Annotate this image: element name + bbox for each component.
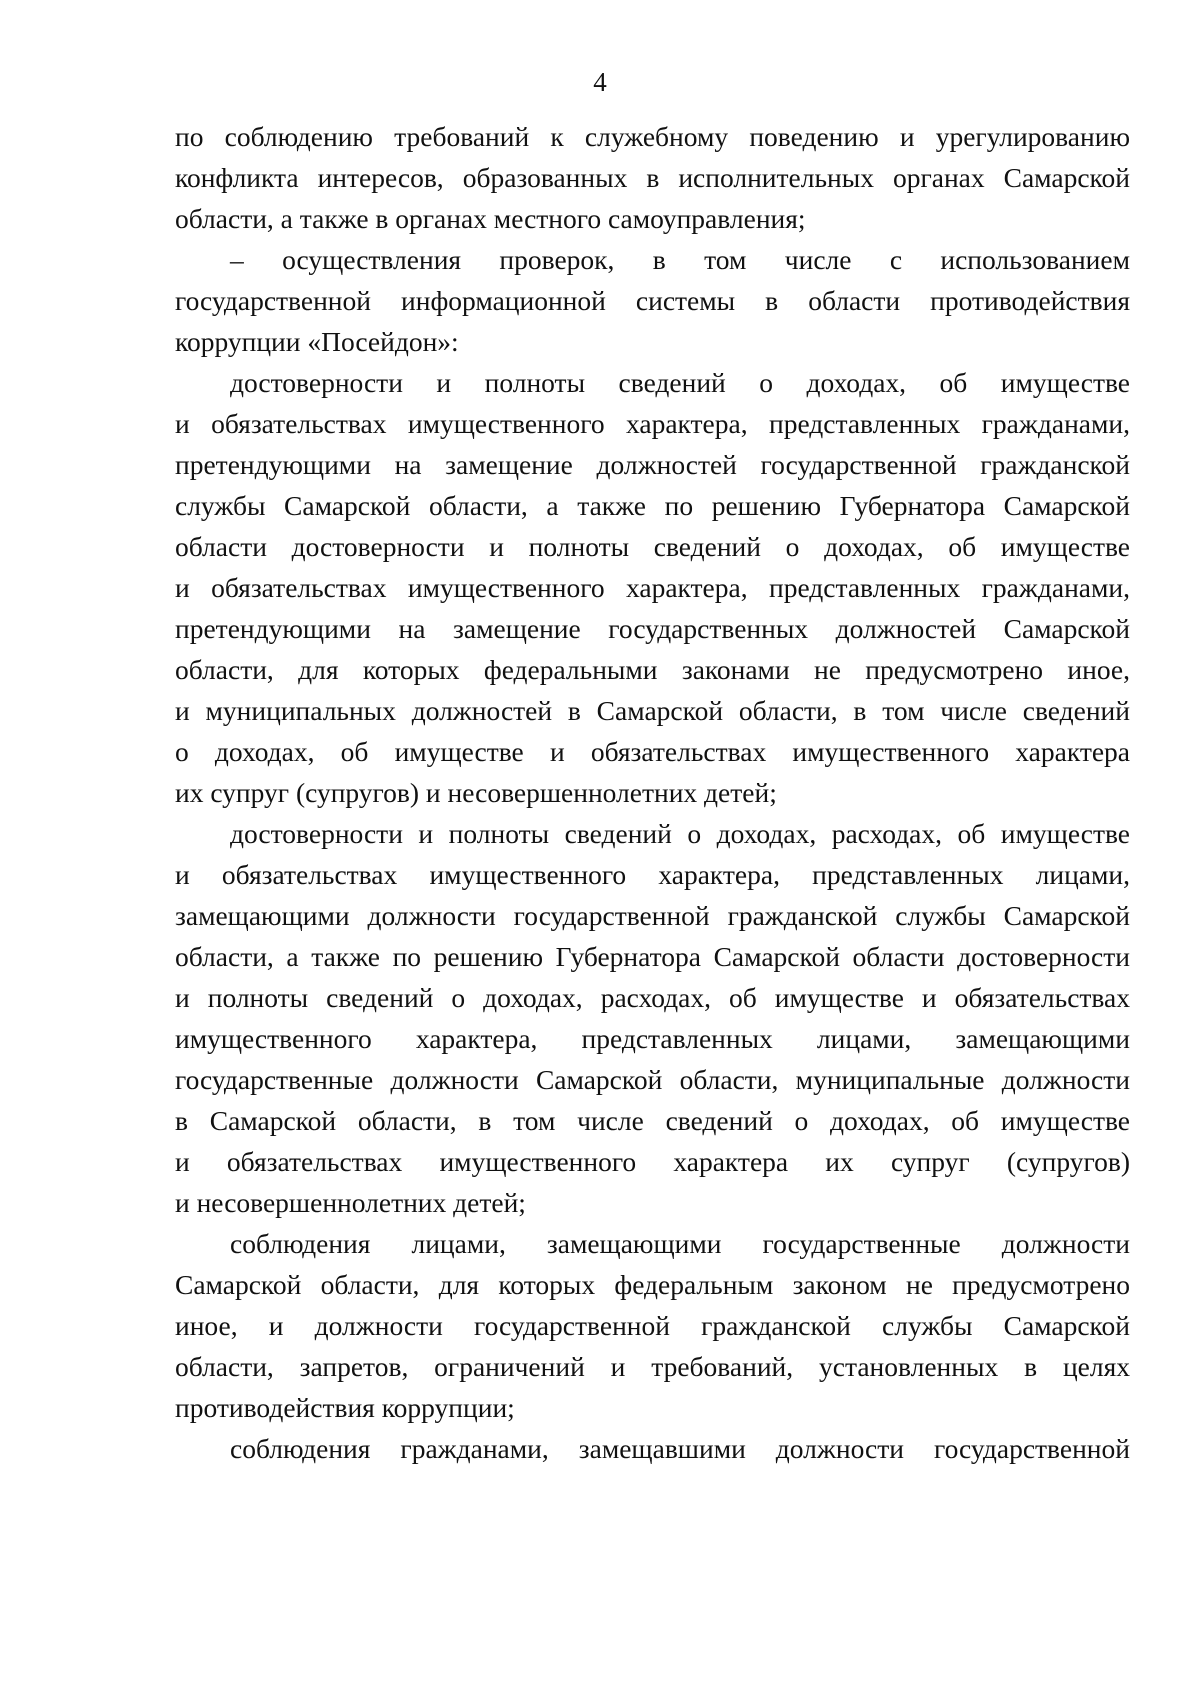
text-line: и обязательствах имущественного характера их супруг (супругов) (175, 1146, 1130, 1177)
text-line: области, запретов, ограничений и требований, установленных в целях (175, 1351, 1130, 1382)
text-line: по соблюдению требований к служебному поведению и урегулированию (175, 121, 1130, 152)
text-line: области, а также по решению Губернатора Самарской области достоверности (175, 941, 1130, 972)
text-line: соблюдения лицами, замещающими государственные должности (230, 1228, 1130, 1259)
text-line: области, для которых федеральными законами не предусмотрено иное, (175, 654, 1130, 685)
text-line: и обязательствах имущественного характера, представленных лицами, (175, 859, 1130, 890)
page-number: 4 (593, 67, 607, 97)
text-line: иное, и должности государственной гражданской службы Самарской (175, 1310, 1130, 1341)
text-line: государственной информационной системы в области противодействия (175, 285, 1130, 316)
text-line: службы Самарской области, а также по решению Губернатора Самарской (175, 490, 1130, 521)
text-line: и несовершеннолетних детей; (175, 1187, 526, 1218)
text-line: имущественного характера, представленных лицами, замещающими (175, 1023, 1130, 1054)
text-line: и полноты сведений о доходах, расходах, об имуществе и обязательствах (175, 982, 1130, 1013)
text-line: государственные должности Самарской области, муниципальные должности (175, 1064, 1130, 1095)
text-line: достоверности и полноты сведений о доходах, расходах, об имуществе (230, 818, 1130, 849)
text-line: достоверности и полноты сведений о доходах, об имуществе (230, 367, 1130, 398)
text-line: коррупции «Посейдон»: (175, 326, 459, 357)
text-line: соблюдения гражданами, замещавшими должности государственной (230, 1433, 1130, 1464)
text-line: конфликта интересов, образованных в исполнительных органах Самарской (175, 162, 1130, 193)
text-line: претендующими на замещение государственных должностей Самарской (175, 613, 1130, 644)
text-line: и обязательствах имущественного характера, представленных гражданами, (175, 408, 1130, 439)
text-line: о доходах, об имуществе и обязательствах имущественного характера (175, 736, 1130, 767)
text-line: – осуществления проверок, в том числе с использованием (230, 244, 1130, 275)
text-line: области достоверности и полноты сведений о доходах, об имуществе (175, 531, 1130, 562)
text-line: их супруг (супругов) и несовершеннолетних детей; (175, 777, 777, 808)
text-line: и муниципальных должностей в Самарской области, в том числе сведений (175, 695, 1130, 726)
text-line: Самарской области, для которых федеральным законом не предусмотрено (175, 1269, 1130, 1300)
text-line: области, а также в органах местного самоуправления; (175, 203, 806, 234)
text-line: противодействия коррупции; (175, 1392, 515, 1423)
text-line: и обязательствах имущественного характера, представленных гражданами, (175, 572, 1130, 603)
text-line: в Самарской области, в том числе сведений о доходах, об имуществе (175, 1105, 1130, 1136)
text-line: претендующими на замещение должностей государственной гражданской (175, 449, 1130, 480)
text-line: замещающими должности государственной гражданской службы Самарской (175, 900, 1130, 931)
